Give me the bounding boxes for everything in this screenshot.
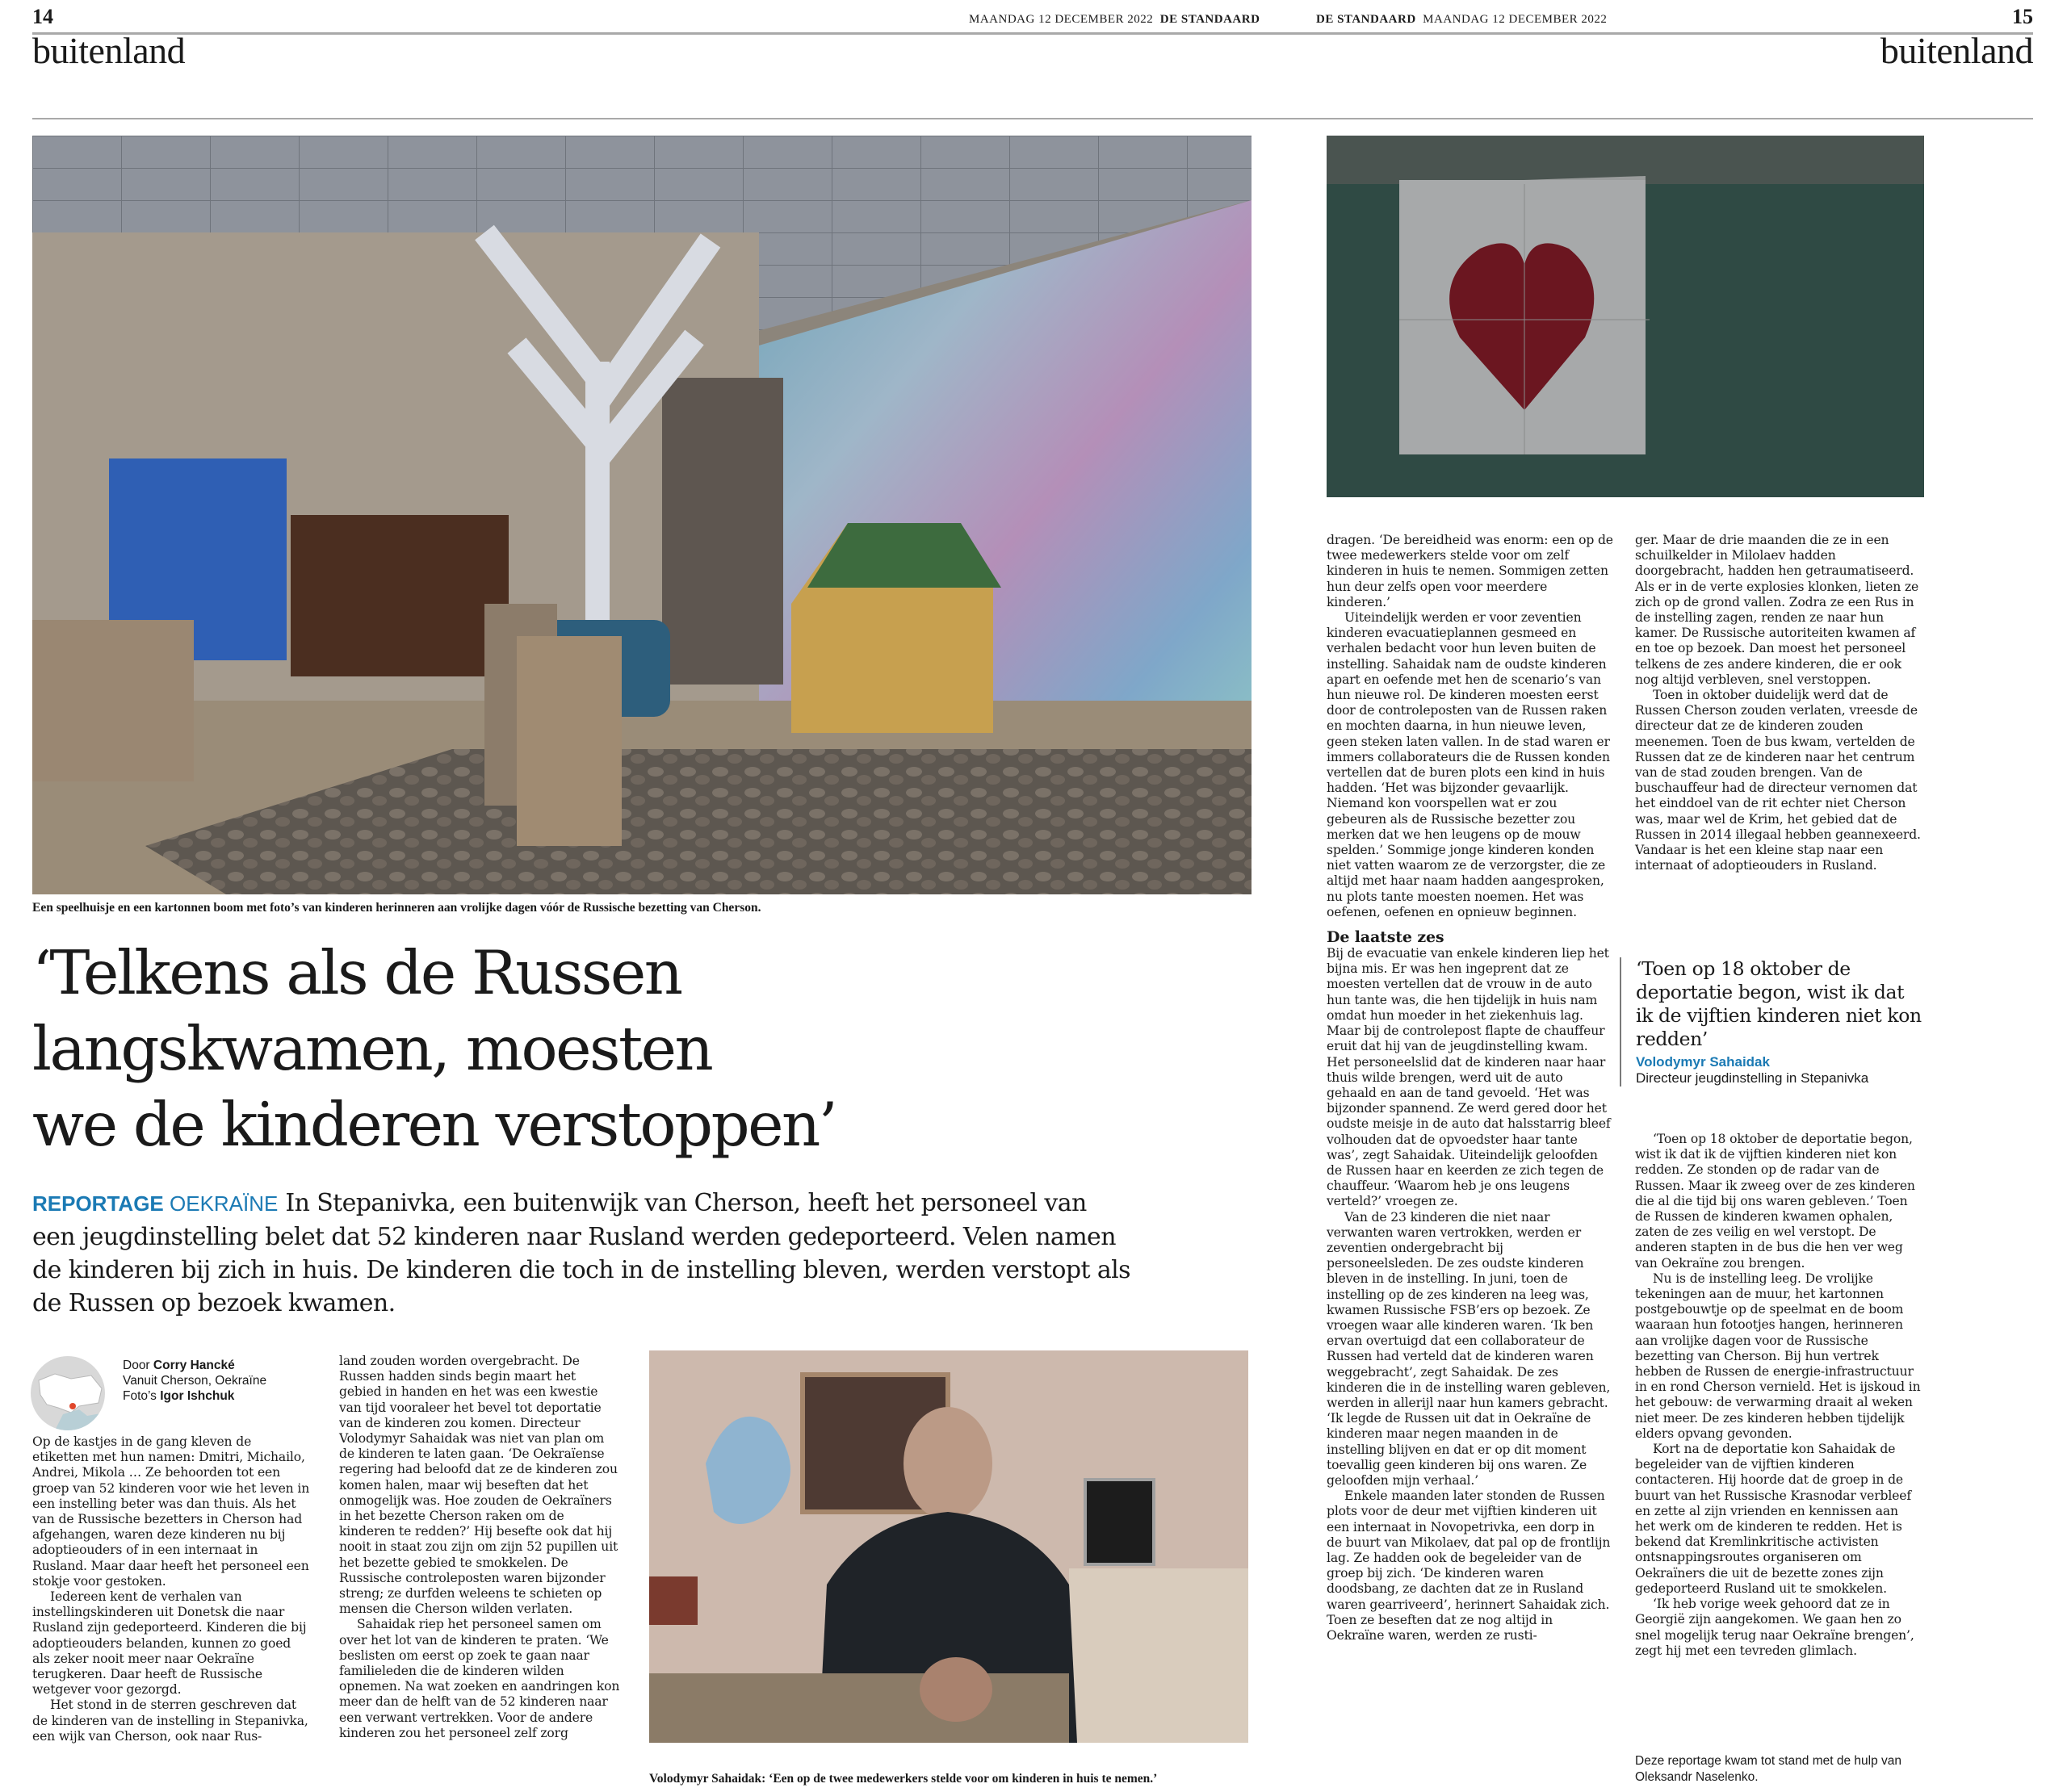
paragraph: Enkele maanden later stonden de Russen plots voor de deur met vijftien kinderen uit een internaat in Novopetrivka, een dorp in de buurt van Mikolaev, dat pal op de frontlijn lag. Ze hadden ook de begeleider van de groep bij zich. ‘De kinderen waren doodsbang, ze dachten dat ze in Rusland waren gearriveerd’, herinnert Sahaidak zich. Toen ze beseften dat ze nog altijd in Oekraïne waren, werden ze rusti-	[1327, 1488, 1611, 1643]
paragraph: Toen in oktober duidelijk werd dat de Russen Cherson zouden verlaten, vreesde de directeur dat ze de kinderen zouden meenemen. Toen de bus kwam, vertelden de Russen dat ze de kinderen naar het centrum van de stad zouden brengen. Van de buschauffeur had de directeur vernomen dat het einddoel van de rit echter niet Cherson was, maar wel de Krim, het gebied dat de Russen in 2014 illegaal hebben geannexeerd. Vandaar is het een kleine stap naar een internaat of adoptieouders in Rusland.	[1635, 688, 1921, 873]
paragraph: Bij de evacuatie van enkele kinderen liep het bijna mis. Er was hen ingeprent dat ze moesten vertellen dat de vrouw in de auto hun tante was, die hen tijdelijk in huis nam omdat hun moeder in het ziekenhuis lag. Maar bij de controlepost flapte de chauffeur eruit dat hij van de jeugdinstelling kwam. Het personeelslid dat de kinderen naar haar thuis wilde brengen, werd uit de auto gehaald en aan de tand gevoeld. ‘Het was bijzonder spannend. Ze werd gered door het oudste meisje in de auto dat halsstarrig bleef volhouden dat de opvoedster haar tante was’, zegt Sahaidak. Uiteindelijk geloofden de Russen haar en keerden ze zich tegen de chauffeur. ‘Waarom heb je ons leugens verteld?’ vroegen ze.	[1327, 946, 1611, 1209]
portrait-photo-sahaidak	[649, 1350, 1248, 1743]
ukraine-locator-map-icon	[31, 1356, 105, 1430]
subheading: De laatste zes	[1327, 928, 1444, 947]
paragraph: Sahaidak riep het personeel samen om over het lot van de kinderen te praten. ‘We beslisten om eerst op zoek te gaan naar familieleden die de kinderen wilden opnemen. Na wat zoeken en aandringen kon meer dan de helft van de 52 kinderen naar een verwant vertrekken. Voor de andere kinderen zou het personeel zelf zorg	[339, 1617, 620, 1740]
pull-quote	[1620, 957, 1922, 1087]
header-rule-top	[32, 32, 2033, 35]
kicker-label: REPORTAGE	[32, 1191, 164, 1216]
article-column-1	[32, 1434, 311, 1744]
headline-line: we de kinderen verstoppen’	[32, 1089, 836, 1160]
main-photo-caption: Een speelhuisje en een kartonnen boom met foto’s van kinderen herinneren aan vrolijke dagen vóór de Russische bezetting van Cherson.	[32, 901, 761, 915]
paragraph: ‘Ik heb vorige week gehoord dat ze in Georgië zijn aangekomen. We gaan hen zo snel mogelijk terug naar Oekraïne brengen’, zegt hij met een tevreden glimlach.	[1635, 1597, 1914, 1658]
section-title-right: buitenland	[1880, 30, 2033, 71]
paragraph: Nu is de instelling leeg. De vrolijke tekeningen aan de muur, het kartonnen postgebouwtje op de speelmat en de boom waaraan hun fotootjes hangen, herinneren aan vrolijke dagen voor de Russische bezetting van Cherson. Bij hun vertrek hebben de Russen de energie-infrastructuur in en rond Cherson vernield. Het is ijskoud in het gebouw: de verwarming draait al weken niet meer. De zes kinderen hebben tijdelijk elders opvang gevonden.	[1635, 1271, 1921, 1441]
portrait-image-icon	[649, 1350, 1248, 1743]
paragraph: ‘Toen op 18 oktober de deportatie begon, wist ik dat ik de vijftien kinderen niet kon redden. Ze stonden op de radar van de Russen. Maar ik zweeg over de zes kinderen die al die tijd bij ons waren gebleven.’ Toen de Russen de kinderen kwamen ophalen, zaten de zes veilig en wel verstopt. De anderen stapten in de bus die hen ver weg van Oekraïne zou brengen.	[1635, 1132, 1915, 1271]
paragraph: Het stond in de sterren geschreven dat de kinderen van de instelling in Stepanivka, een wijk van Cherson, ook naar Rus-	[32, 1698, 308, 1744]
dateline-date: MAANDAG 12 DECEMBER 2022	[1423, 13, 1608, 26]
paragraph: Uiteindelijk werden er voor zeventien kinderen evacuatieplannen gesmeed en verhalen bedacht voor hun leven buiten de instelling. Sahaidak nam de oudste kinderen apart en oefende met hen de scenario’s van hun nieuwe rol. De kinderen moesten eerst door de controleposten van de Russen raken en mochten daarna, in hun nieuwe leven, geen steken laten vallen. In de stad waren er immers collaborateurs die de Russen konden vertellen dat de buren plots een kind in huis hadden. ‘Het was bijzonder gevaarlijk. Niemand kon voorspellen wat er zou gebeuren als de Russische bezetter zou merken dat we hen leugens op de mouw spelden.’ Sommige jonge kinderen konden niet vatten waarom ze de verzorgster, die ze altijd met haar naam hadden aangesproken, nu plots tante moesten noemen. Het was oefenen, oefenen en opnieuw beginnen.	[1327, 610, 1610, 919]
pull-quote-role: Directeur jeugdinstelling in Stepanivka	[1636, 1070, 1869, 1086]
article-intro	[32, 1187, 1130, 1320]
kicker-place: OEKRAÏNE	[170, 1191, 279, 1216]
header-rule-bottom	[32, 118, 2033, 119]
heart-drawing-photo	[1327, 136, 1924, 497]
kicker	[32, 1191, 278, 1216]
byline-door-label: Door	[123, 1359, 150, 1372]
dateline-paper: DE STANDAARD	[1316, 13, 1416, 26]
heart-drawing-image-icon	[1327, 136, 1924, 497]
main-photo-playroom	[32, 136, 1252, 894]
byline	[123, 1358, 266, 1404]
headline-line: ‘Telkens als de Russen	[32, 937, 681, 1008]
page-number-right: 15	[2012, 5, 2033, 28]
byline-photo-label: Foto’s	[123, 1389, 157, 1403]
dateline-right	[1316, 13, 1607, 27]
byline-location: Vanuit Cherson, Oekraïne	[123, 1374, 267, 1388]
paragraph: dragen. ‘De bereidheid was enorm: een op de twee medewerkers stelde voor om zelf kinderen in huis te nemen. Sommigen zetten hun deur zelfs open voor meerdere kinderen.’	[1327, 533, 1613, 609]
article-column-4-bottom	[1635, 1132, 1922, 1659]
page-number-left: 14	[32, 5, 53, 28]
byline-author: Corry Hancké	[153, 1359, 235, 1372]
pull-quote-text: ‘Toen op 18 oktober de deportatie begon, wist ik dat ik de vijftien kinderen niet kon redden’	[1636, 957, 1922, 1050]
paragraph: Kort na de deportatie kon Sahaidak de begeleider van de vijftien kinderen contacteren. Hij hoorde dat de groep in de buurt van het Russische Krasnodar verbleef en zette al zijn vrienden en kennissen aan het werk om de kinderen te redden. Het is bekend dat Kremlinkritische activisten ontsnappingsroutes organiseren om Oekraïners die uit de bezette zones zijn gedeporteerd Rusland uit te smokkelen.	[1635, 1442, 1912, 1596]
article-column-2	[339, 1354, 622, 1741]
paragraph: land zouden worden overgebracht. De Russen hadden sinds begin maart het gebied in handen en het was een kwestie van tijd vooraleer het bevel tot deportatie van de kinderen zou komen. Directeur Volodymyr Sahaidak was niet van plan om de kinderen te laten gaan. ‘De Oekraïense regering had beloofd dat ze de kinderen zou komen halen, maar wij beseften dat het onmogelijk was. Hoe zouden de Oekraïners in het bezette Cherson raken om de kinderen te redden?’ Hij besefte ook dat hij nooit in staat zou zijn om zijn 52 pupillen uit het bezette gebied te smokkelen. De Russische controleposten waren bijzonder streng; ze durfden weleens te schieten op mensen die Cherson wilden verlaten.	[339, 1354, 618, 1617]
headline-line: langskwamen, moesten	[32, 1013, 712, 1084]
paragraph: Iedereen kent de verhalen van instellingskinderen uit Donetsk die naar Rusland zijn gedeporteerd. Kinderen die bij adoptieouders belanden, kunnen zo goed als zeker nooit meer naar Oekraïne terugkeren. Daar heeft de Russische wetgever voor gezorgd.	[32, 1589, 307, 1698]
section-title-left: buitenland	[32, 30, 186, 71]
dateline-paper: DE STANDAARD	[1159, 13, 1260, 26]
dateline-left	[969, 13, 1260, 27]
playroom-image-icon	[32, 136, 1252, 894]
intro-text: In Stepanivka, een buitenwijk van Cherson, heeft het personeel van een jeugdinstelling belet dat 52 kinderen naar Rusland werden gedeporteerd. Velen namen de kinderen bij zich in huis. De kinderen die toch in de instelling bleven, werden verstopt als de Russen op bezoek kwamen.	[32, 1189, 1130, 1317]
portrait-photo-caption: Volodymyr Sahaidak: ‘Een op de twee medewerkers stelde voor om kinderen in huis te nemen.’	[649, 1772, 1158, 1786]
article-column-4-top	[1635, 533, 1922, 873]
paragraph: Van de 23 kinderen die niet naar verwanten waren vertrokken, werden er zeventien ondergebracht bij personeelsleden. De zes oudste kinderen bleven in de instelling. In juni, toen de instelling op de zes kinderen na leeg was, kwamen Russische FSB’ers op bezoek. Ze vroegen waar alle kinderen waren. ‘Ik ben ervan overtuigd dat een collaborateur de Russen had verteld dat de kinderen waren weggebracht’, zegt Sahaidak. De zes kinderen die in de instelling waren gebleven, werden in allerijl naar hun kamers gebracht. ‘Ik legde de Russen uit dat in Oekraïne de kinderen maar negen maanden in de instelling blijven en dat er op dit moment toevallig geen kinderen bij ons waren. Ze geloofden mijn verhaal.’	[1327, 1209, 1611, 1488]
pull-quote-name: Volodymyr Sahaidak	[1636, 1054, 1770, 1070]
paragraph: Op de kastjes in de gang kleven de etiketten met hun namen: Dmitri, Michailo, Andrei, Mikola … Ze behoorden tot een groep van 52 kinderen voor wie het leven in een instelling beter was dan thuis. Als het van de Russische bezetters in Cherson had afgehangen, waren deze kinderen nu bij adoptieouders of in een internaat in Rusland. Maar daar heeft het personeel een stokje voor gestoken.	[32, 1434, 310, 1589]
dateline-date: MAANDAG 12 DECEMBER 2022	[969, 13, 1154, 26]
byline-photographer: Igor Ishchuk	[160, 1389, 235, 1403]
reportage-credit: Deze reportage kwam tot stand met de hulp van Oleksandr Naselenko.	[1635, 1754, 1901, 1784]
article-column-3	[1327, 533, 1613, 1643]
paragraph: ger. Maar de drie maanden die ze in een schuilkelder in Milolaev hadden doorgebracht, hadden hen getraumatiseerd. Als er in de verte explosies klonken, lieten ze zich op de grond vallen. Zodra ze een Rus in de instelling zagen, renden ze naar hun kamer. De Russische autoriteiten kwamen af en toe op bezoek. Dan moest het personeel telkens de zes andere kinderen, die er ook nog altijd verbleven, snel verstoppen.	[1635, 533, 1919, 687]
article-headline	[32, 935, 836, 1162]
